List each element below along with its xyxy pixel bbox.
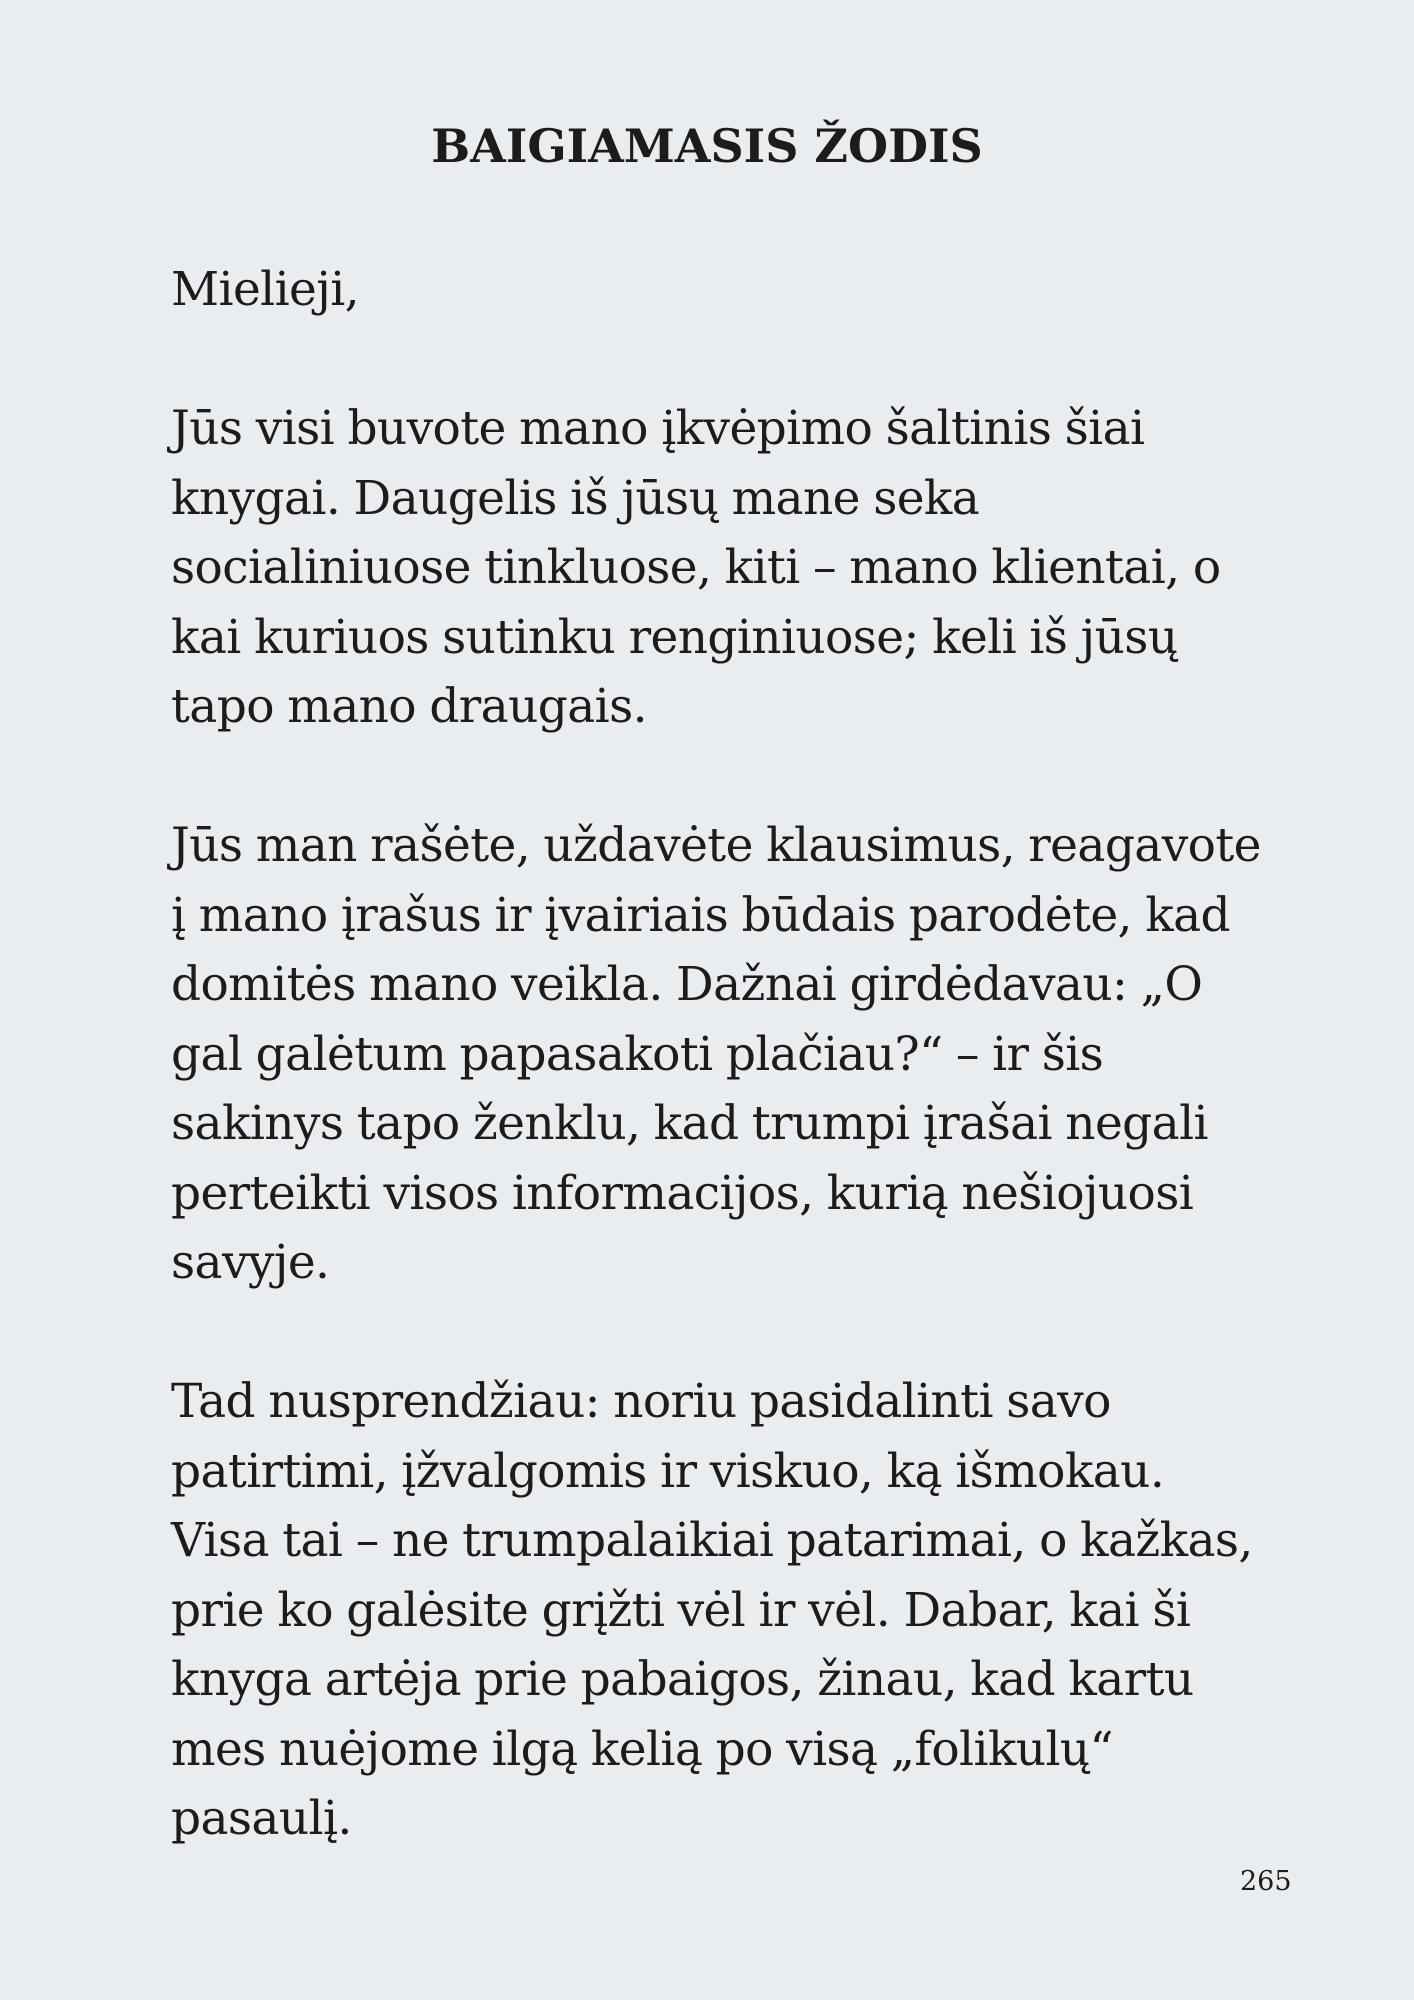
text-line: socialiniuose tinkluose, kiti – mano klientai, o xyxy=(171,540,1221,595)
text-line: kai kuriuos sutinku renginiuose; keli iš jūsų xyxy=(171,609,1178,665)
text-line: sakinys tapo ženklu, kad trumpi įrašai negali xyxy=(171,1096,1208,1151)
text-line: domitės mano veikla. Dažnai girdėdavau: „O xyxy=(171,957,1203,1012)
text-line: gal galėtum papasakoti plačiau?“ – ir šis xyxy=(171,1026,1104,1082)
text-line: patirtimi, įžvalgomis ir viskuo, ką išmokau. xyxy=(171,1443,1165,1499)
text-line: prie ko galėsite grįžti vėl ir vėl. Dabar, kai ši xyxy=(171,1582,1191,1638)
text-line: Visa tai – ne trumpalaikiai patarimai, o kažkas, xyxy=(171,1513,1253,1568)
page-number: 265 xyxy=(1240,1866,1292,1897)
text-line: Tad nusprendžiau: noriu pasidalinti savo xyxy=(171,1374,1111,1429)
paragraph-gap xyxy=(171,1298,1291,1368)
text-line: Jūs man rašėte, uždavėte klausimus, reagavote xyxy=(171,818,1261,873)
text-line: pasaulį. xyxy=(171,1791,352,1846)
chapter-heading: BAIGIAMASIS ŽODIS xyxy=(431,119,983,173)
text-line: knygai. Daugelis iš jūsų mane seka xyxy=(171,470,980,526)
text-line: į mano įrašus ir įvairiais būdais parodėte, kad xyxy=(171,887,1231,943)
text-line: tapo mano draugais. xyxy=(171,679,647,734)
text-line: savyje. xyxy=(171,1235,330,1290)
text-line: mes nuėjome ilgą kelią po visą „folikulų“ xyxy=(171,1721,1113,1777)
paragraph-gap xyxy=(171,325,1291,395)
paragraph-gap xyxy=(171,742,1291,812)
text-line: Jūs visi buvote mano įkvėpimo šaltinis šiai xyxy=(171,401,1145,456)
text-line: perteikti visos informacijos, kurią nešiojuosi xyxy=(171,1165,1194,1221)
text-line: knyga artėja prie pabaigos, žinau, kad kartu xyxy=(171,1652,1194,1707)
body-text xyxy=(171,255,1291,1854)
text-line: Mielieji, xyxy=(171,262,359,317)
